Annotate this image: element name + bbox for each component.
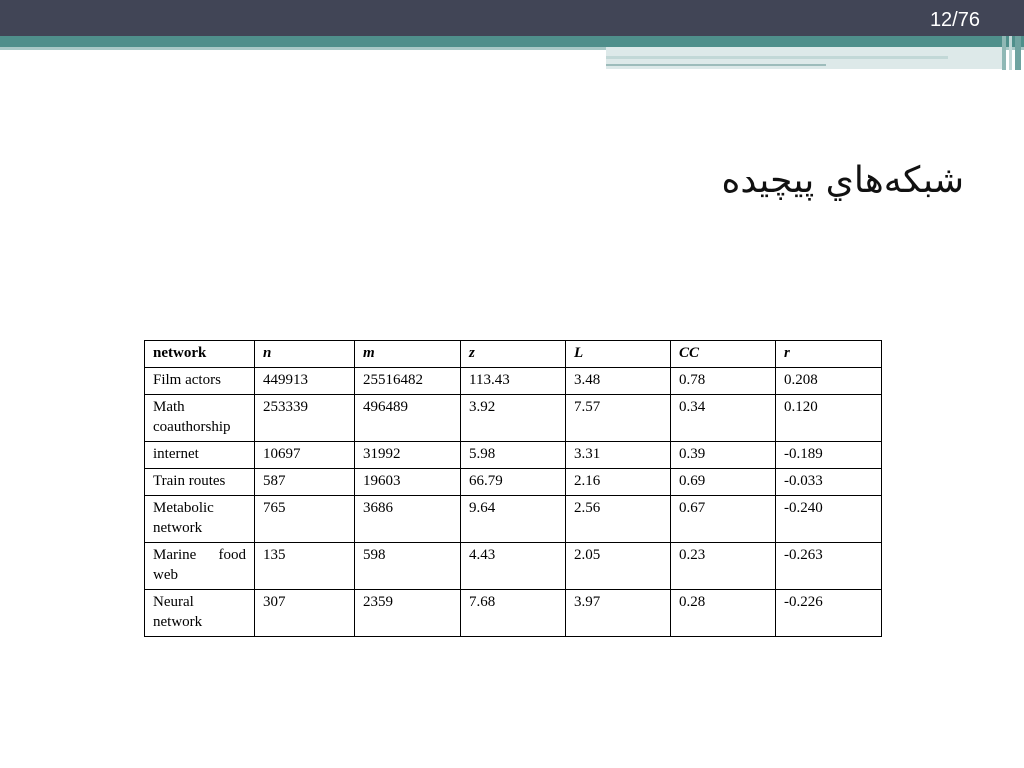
table-row [145, 395, 882, 442]
header-cc: CC [671, 341, 776, 368]
strip [1009, 36, 1012, 70]
cell-n: 449913 [255, 368, 355, 395]
cell-z: 7.68 [461, 590, 566, 637]
teal-stripe [0, 36, 1024, 47]
cell-r: 0.120 [776, 395, 882, 442]
cell-l: 2.56 [566, 496, 671, 543]
table-row [145, 590, 882, 637]
page-number: 12/76 [929, 9, 980, 31]
cell-network: Math coauthorship [145, 395, 255, 442]
cell-n: 135 [255, 543, 355, 590]
strip [1002, 36, 1006, 70]
cell-cc: 0.67 [671, 496, 776, 543]
header-network: network [145, 341, 255, 368]
header-n: n [255, 341, 355, 368]
header-z: z [461, 341, 566, 368]
cell-network: internet [145, 442, 255, 469]
cell-m: 25516482 [355, 368, 461, 395]
table-row [145, 368, 882, 395]
cell-z: 5.98 [461, 442, 566, 469]
cell-m: 496489 [355, 395, 461, 442]
cell-z: 113.43 [461, 368, 566, 395]
table-header-row [145, 341, 882, 368]
table-row [145, 442, 882, 469]
table-row [145, 496, 882, 543]
accent-line [606, 64, 826, 66]
cell-m: 3686 [355, 496, 461, 543]
table-row [145, 469, 882, 496]
network-statistics-table [144, 340, 882, 637]
cell-l: 3.97 [566, 590, 671, 637]
cell-cc: 0.78 [671, 368, 776, 395]
cell-m: 598 [355, 543, 461, 590]
cell-cc: 0.69 [671, 469, 776, 496]
header-l: L [566, 341, 671, 368]
cell-cc: 0.28 [671, 590, 776, 637]
accent-line [606, 56, 948, 59]
decorative-strips [1002, 36, 1024, 70]
header-m: m [355, 341, 461, 368]
slide-title: شبکه‌هاي پيچيده [721, 160, 964, 201]
cell-cc: 0.23 [671, 543, 776, 590]
cell-m: 19603 [355, 469, 461, 496]
cell-n: 253339 [255, 395, 355, 442]
cell-r: -0.240 [776, 496, 882, 543]
cell-n: 587 [255, 469, 355, 496]
header-r: r [776, 341, 882, 368]
strip [1015, 36, 1021, 70]
cell-m: 2359 [355, 590, 461, 637]
cell-z: 3.92 [461, 395, 566, 442]
table-row [145, 543, 882, 590]
cell-l: 3.48 [566, 368, 671, 395]
cell-network: Neural network [145, 590, 255, 637]
cell-l: 2.16 [566, 469, 671, 496]
cell-network: Marine food web [145, 543, 255, 590]
cell-n: 765 [255, 496, 355, 543]
cell-r: -0.189 [776, 442, 882, 469]
cell-r: -0.226 [776, 590, 882, 637]
cell-n: 10697 [255, 442, 355, 469]
cell-z: 4.43 [461, 543, 566, 590]
cell-m: 31992 [355, 442, 461, 469]
cell-n: 307 [255, 590, 355, 637]
cell-cc: 0.34 [671, 395, 776, 442]
cell-network: Film actors [145, 368, 255, 395]
cell-l: 7.57 [566, 395, 671, 442]
cell-z: 9.64 [461, 496, 566, 543]
cell-network: Train routes [145, 469, 255, 496]
cell-cc: 0.39 [671, 442, 776, 469]
cell-l: 3.31 [566, 442, 671, 469]
cell-r: -0.263 [776, 543, 882, 590]
cell-r: 0.208 [776, 368, 882, 395]
cell-r: -0.033 [776, 469, 882, 496]
cell-network: Metabolic network [145, 496, 255, 543]
top-banner [0, 0, 1024, 36]
cell-l: 2.05 [566, 543, 671, 590]
cell-z: 66.79 [461, 469, 566, 496]
